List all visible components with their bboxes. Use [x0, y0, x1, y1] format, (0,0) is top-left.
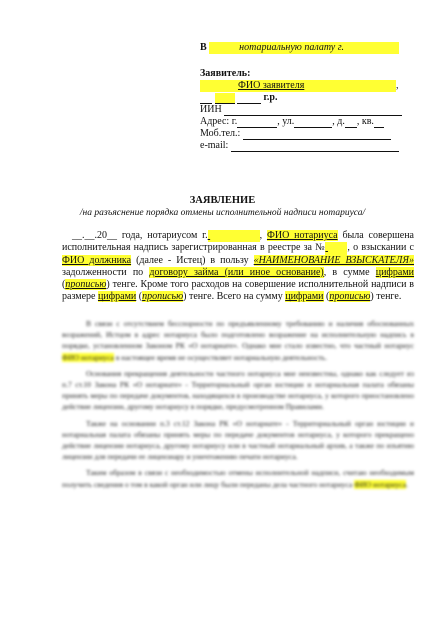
birth-date-line: [200, 92, 410, 104]
iin-label: ИИН: [200, 104, 222, 115]
to-prefix: В: [200, 42, 207, 53]
registry-number-field: [325, 242, 347, 254]
iin-field: [224, 105, 402, 116]
amount-words-field: прописью: [65, 279, 107, 291]
birth-year-suffix: г.р.: [263, 92, 278, 103]
debtor-name-field: ФИО должника: [62, 254, 132, 266]
email-field: [231, 141, 399, 152]
amount-digits-field: цифрами: [375, 266, 415, 278]
total-words-field: прописью: [329, 291, 371, 303]
addressee-line: [200, 42, 410, 54]
blurred-notary-field: ФИО нотариуса: [62, 352, 114, 362]
fee-words-field: прописью: [142, 291, 184, 303]
main-paragraph: __.__.20__ года, нотариусом г. , ФИО нотариуса была совершена исполнительная надпись зарегистрированная в реестре за № , о взыскании с ФИО должника (далее - Истец) в пользу «НАИМЕНОВАНИЕ ВЗЫСКАТЕЛЯ» задолженности по договору займа (или иное основание), в сумме цифрами (прописью) тенге. Кроме того расходов на совершение исполнительной надписи в размере цифрами (прописью) тенге. Всего на сумму цифрами (прописью) тенге.: [62, 230, 415, 303]
phone-field: [243, 129, 391, 140]
notary-name-field: ФИО нотариуса: [266, 230, 338, 241]
blurred-notary-field-2: ФИО нотариуса: [354, 479, 407, 489]
blurred-paragraph-2: Основания прекращения деятельности частного нотариуса мне неизвестны, однако как следует из п.7 ст.10 Закона РК «О нотариате» - Территориальный орган юстиции и нотариальная палата обязаны принять меры по передаче документов, находящихся в производстве нотариуса, у которого приостановлено действие лицензии, другому нотариусу в порядке, предусмотренном Правилами.: [62, 368, 414, 412]
contract-basis-field: договору займа (или иное основание): [149, 266, 324, 278]
email-line: e-mail:: [200, 140, 410, 152]
applicant-name-line: ФИО заявителя ,: [200, 80, 410, 92]
blurred-preview-text: В связи с отсутствием бесспорности по предъявленному требованию и наличия обоснованных возражений, Истцом в адрес нотариуса было подготовлено возражение на исполнительную надпись в порядке, установленном Законом РК «О нотариате». Однако мне стало известно, что частный нотариус ФИО нотариуса в настоящее время не осуществляет нотариальную деятельность. Основания прекращения деятельности частного нотариуса мне неизвестны, однако как следует из п.7 ст.10 Закона РК «О нотариате» - Территориальный орган юстиции и нотариальная палата обязаны принять меры по передаче документов, находящихся в производстве нотариуса, у которого приостановлено действие лицензии, другому нотариусу в порядке, предусмотренном Правилами. Также на основании п.3 ст.12 Закона РК «О нотариате» - Территориальный орган юстиции и нотариальная палата обязаны принять меры по передаче документов нотариуса, у которого прекращено действие лицензии нотариуса, другому нотариусу или в частный нотариальный архив, а также по изъятию лицензии для передачи ее лицензиару и уничтожению печати нотариуса. Таким образом в связи с необходимостью отмены исполнительной надписи, считаю необходимым получить сведения о том в какой орган или лицу были переданы дела частного нотариуса ФИО нотариуса.: [62, 319, 414, 489]
fee-digits-field: цифрами: [97, 291, 137, 303]
document-title: ЗАЯВЛЕНИЕ: [189, 195, 256, 206]
birth-date-field: [215, 93, 235, 104]
iin-line: [200, 104, 410, 116]
total-digits-field: цифрами: [285, 291, 324, 303]
applicant-label: Заявитель:: [200, 68, 251, 79]
applicant-name-field: ФИО заявителя: [200, 80, 396, 92]
document-subtitle: /на разъяснение порядка отмены исполнительной надписи нотариуса/: [79, 208, 366, 218]
phone-line: Моб.тел.:: [200, 128, 410, 140]
creditor-name-field: «НАИМЕНОВАНИЕ ВЗЫСКАТЕЛЯ»: [253, 254, 414, 266]
blurred-paragraph-3: Также на основании п.3 ст.12 Закона РК «О нотариате» - Территориальный орган юстиции и нотариальная палата обязаны принять меры по передаче документов нотариуса, у которого прекращено действие лицензии нотариуса, другому нотариусу или в частный нотариальный архив, а также по изъятию лицензии для передачи ее лицензиару и уничтожению печати нотариуса.: [62, 418, 414, 462]
address-line: Адрес: г. , ул. , д. , кв.: [200, 116, 410, 128]
notary-chamber-field: нотариальную палату г.: [209, 42, 399, 54]
